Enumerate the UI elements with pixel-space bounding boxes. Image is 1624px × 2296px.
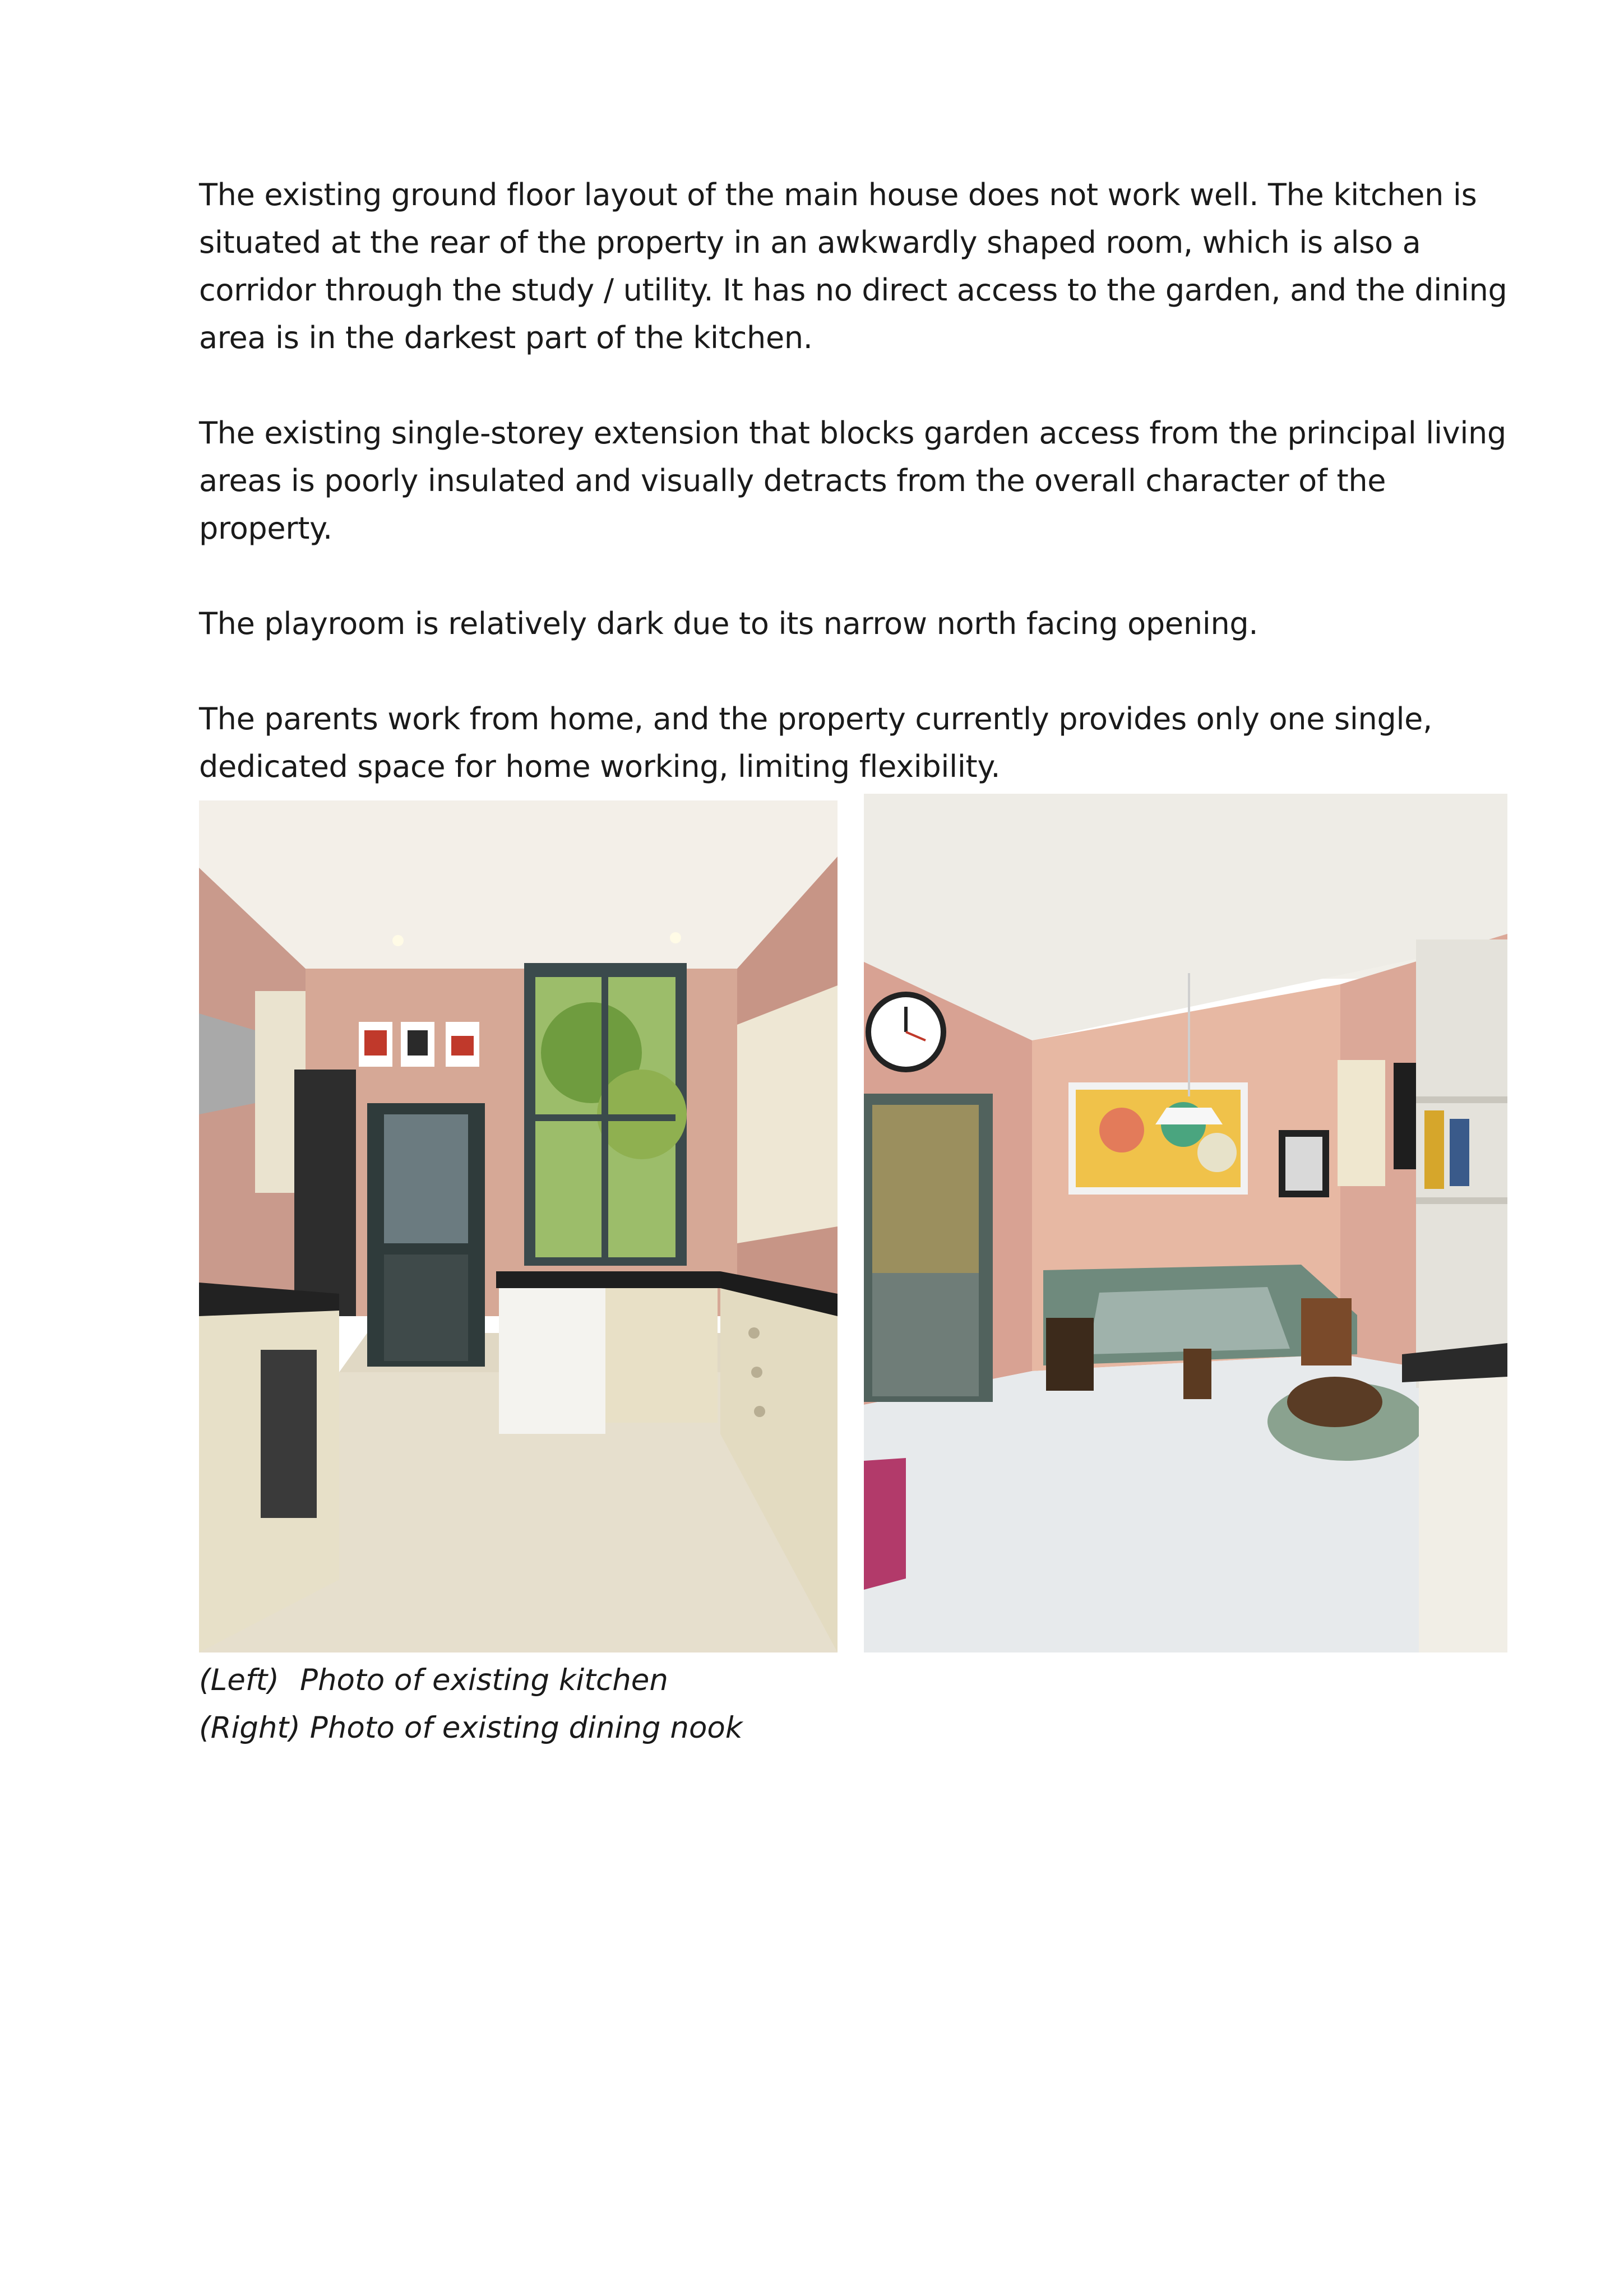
caption-right-tag: (Right) (199, 1711, 300, 1745)
paragraph-layout: The existing ground floor layout of the main house does not work well. The kitchen is situated at the rear of the property in an awkwardly shaped room, which is also a corridor through the study / utility. It has no direct access to the garden, and the dining area is in the darkest part of the kitchen. (199, 177, 1507, 355)
caption-right (199, 1704, 984, 1752)
body-text (199, 171, 1528, 838)
caption-left-tag: (Left) (199, 1663, 279, 1697)
caption-left-text: Photo of existing kitchen (300, 1663, 668, 1697)
photo-captions (199, 1656, 984, 1752)
kitchen-photo (199, 800, 838, 1652)
paragraph-extension: The existing single-storey extension that blocks garden access from the principal living areas is poorly insulated and visually detracts from the overall character of the property. (199, 415, 1506, 546)
paragraph-playroom: The playroom is relatively dark due to its narrow north facing opening. (199, 606, 1259, 641)
paragraph-home-working: The parents work from home, and the property currently provides only one single, dedicated space for home working, limiting flexibility. (199, 701, 1432, 784)
dining-nook-photo (864, 794, 1507, 1652)
caption-right-text: Photo of existing dining nook (309, 1711, 743, 1745)
caption-left (199, 1656, 984, 1704)
